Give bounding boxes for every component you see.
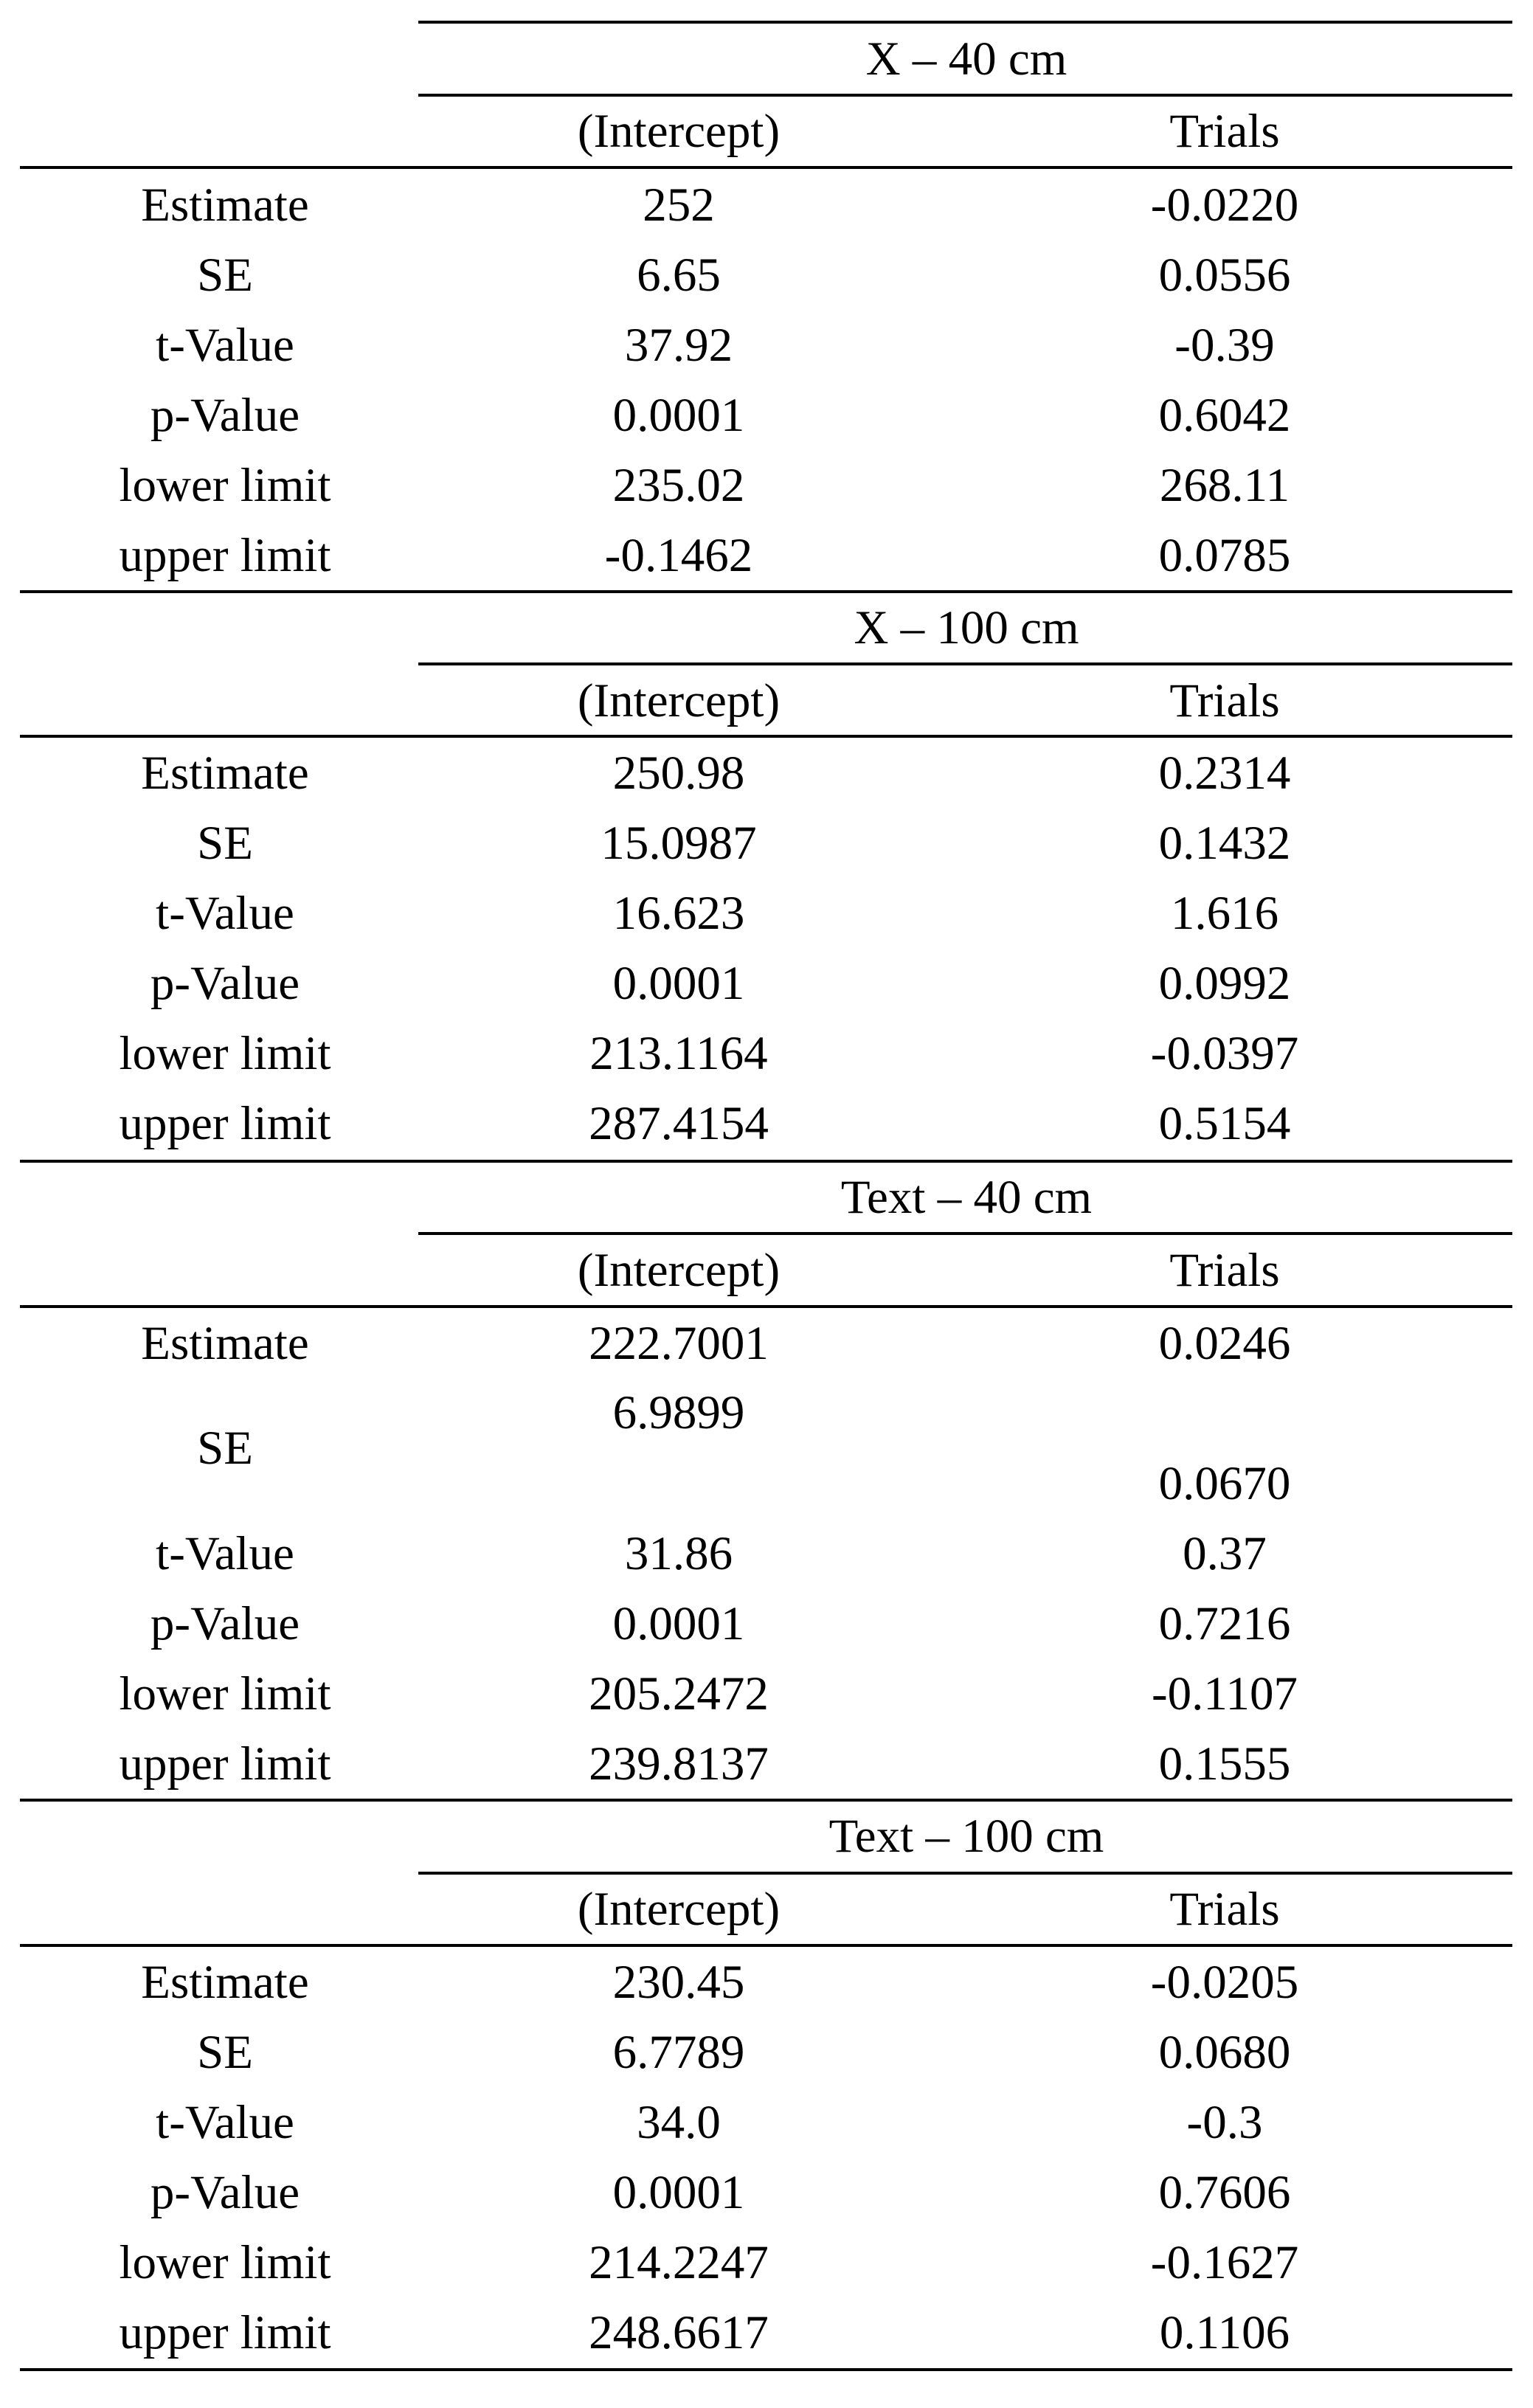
row-label: Estimate (141, 1317, 309, 1370)
intercept-value: 0.0001 (612, 1597, 745, 1650)
intercept-value: 0.0001 (612, 389, 745, 442)
trials-value: 268.11 (1159, 459, 1290, 512)
trials-value: 0.1432 (1158, 817, 1291, 870)
trials-value: 0.5154 (1158, 1097, 1291, 1150)
section-title: X – 100 cm (854, 601, 1079, 654)
intercept-value: 37.92 (624, 319, 733, 372)
intercept-value: 235.02 (612, 459, 745, 512)
intercept-value: 230.45 (612, 1956, 745, 2009)
row-label: SE (197, 817, 253, 870)
row-label: SE (197, 2026, 253, 2079)
intercept-value: 214.2247 (589, 2236, 769, 2289)
row-label: t-Value (156, 887, 294, 940)
section-title: X – 40 cm (865, 32, 1067, 86)
row-label: p-Value (150, 1597, 300, 1650)
trials-value: -0.3 (1186, 2096, 1263, 2149)
trials-value: 0.7606 (1158, 2166, 1291, 2219)
trials-value: 0.0556 (1158, 249, 1291, 302)
row-label: p-Value (150, 957, 300, 1010)
intercept-value: 34.0 (637, 2096, 721, 2149)
row-label: t-Value (156, 2096, 294, 2149)
intercept-value: 205.2472 (589, 1667, 769, 1720)
row-label: t-Value (156, 319, 294, 372)
intercept-value: 16.623 (612, 887, 745, 940)
section-title: Text – 100 cm (828, 1810, 1104, 1863)
trials-value: -0.0205 (1150, 1956, 1299, 2009)
section-title: Text – 40 cm (840, 1171, 1093, 1224)
trials-value: 0.0670 (1158, 1457, 1291, 1510)
trials-value: 0.37 (1183, 1527, 1267, 1580)
trials-column-header: Trials (1169, 674, 1280, 727)
row-label: upper limit (119, 1737, 331, 1791)
header-rule (20, 166, 1512, 169)
trials-value: 0.1555 (1158, 1737, 1291, 1791)
trials-column-header: Trials (1169, 105, 1280, 158)
trials-column-header: Trials (1169, 1883, 1280, 1936)
intercept-value: 239.8137 (589, 1737, 769, 1791)
intercept-column-header: (Intercept) (577, 1244, 781, 1297)
intercept-value: 222.7001 (589, 1317, 769, 1370)
row-label: SE (197, 249, 253, 302)
trials-value: -0.0220 (1150, 179, 1299, 232)
trials-value: 1.616 (1170, 887, 1279, 940)
row-label: Estimate (141, 1956, 309, 2009)
row-label: SE (197, 1422, 253, 1475)
intercept-value: 252 (643, 179, 715, 232)
row-label: p-Value (150, 2166, 300, 2219)
trials-value: -0.1627 (1150, 2236, 1299, 2289)
trials-value: -0.1107 (1152, 1667, 1298, 1720)
row-label: t-Value (156, 1527, 294, 1580)
intercept-column-header: (Intercept) (577, 105, 781, 158)
trials-value: 0.0246 (1158, 1317, 1291, 1370)
intercept-value: 0.0001 (612, 2166, 745, 2219)
trials-value: 0.7216 (1158, 1597, 1291, 1650)
intercept-column-header: (Intercept) (577, 674, 781, 727)
row-label: upper limit (119, 2306, 331, 2359)
intercept-value: 213.1164 (589, 1027, 768, 1080)
intercept-value: 31.86 (624, 1527, 733, 1580)
trials-value: 0.2314 (1158, 747, 1291, 800)
row-label: upper limit (119, 529, 331, 582)
intercept-value: 0.0001 (612, 957, 745, 1010)
intercept-value: 287.4154 (589, 1097, 769, 1150)
row-label: Estimate (141, 747, 309, 800)
intercept-value: 15.0987 (601, 817, 757, 870)
intercept-column-header: (Intercept) (577, 1883, 781, 1936)
row-label: upper limit (119, 1097, 331, 1150)
row-label: lower limit (119, 2236, 331, 2289)
intercept-value: 6.7789 (612, 2026, 745, 2079)
row-label: lower limit (119, 459, 331, 512)
trials-value: 0.0785 (1158, 529, 1291, 582)
intercept-value: -0.1462 (604, 529, 753, 582)
intercept-value: 250.98 (612, 747, 745, 800)
trials-value: -0.0397 (1150, 1027, 1299, 1080)
trials-value: 0.1106 (1159, 2306, 1290, 2359)
trials-column-header: Trials (1169, 1244, 1280, 1297)
trials-value: 0.6042 (1158, 389, 1291, 442)
row-label: lower limit (119, 1027, 331, 1080)
trials-value: 0.0680 (1158, 2026, 1291, 2079)
intercept-value: 6.65 (637, 249, 721, 302)
intercept-value: 248.6617 (589, 2306, 769, 2359)
table-bottom-rule (20, 2368, 1512, 2371)
row-label: lower limit (119, 1667, 331, 1720)
intercept-value: 6.9899 (612, 1386, 745, 1439)
row-label: Estimate (141, 179, 309, 232)
trials-value: -0.39 (1174, 319, 1275, 372)
trials-value: 0.0992 (1158, 957, 1291, 1010)
row-label: p-Value (150, 389, 300, 442)
